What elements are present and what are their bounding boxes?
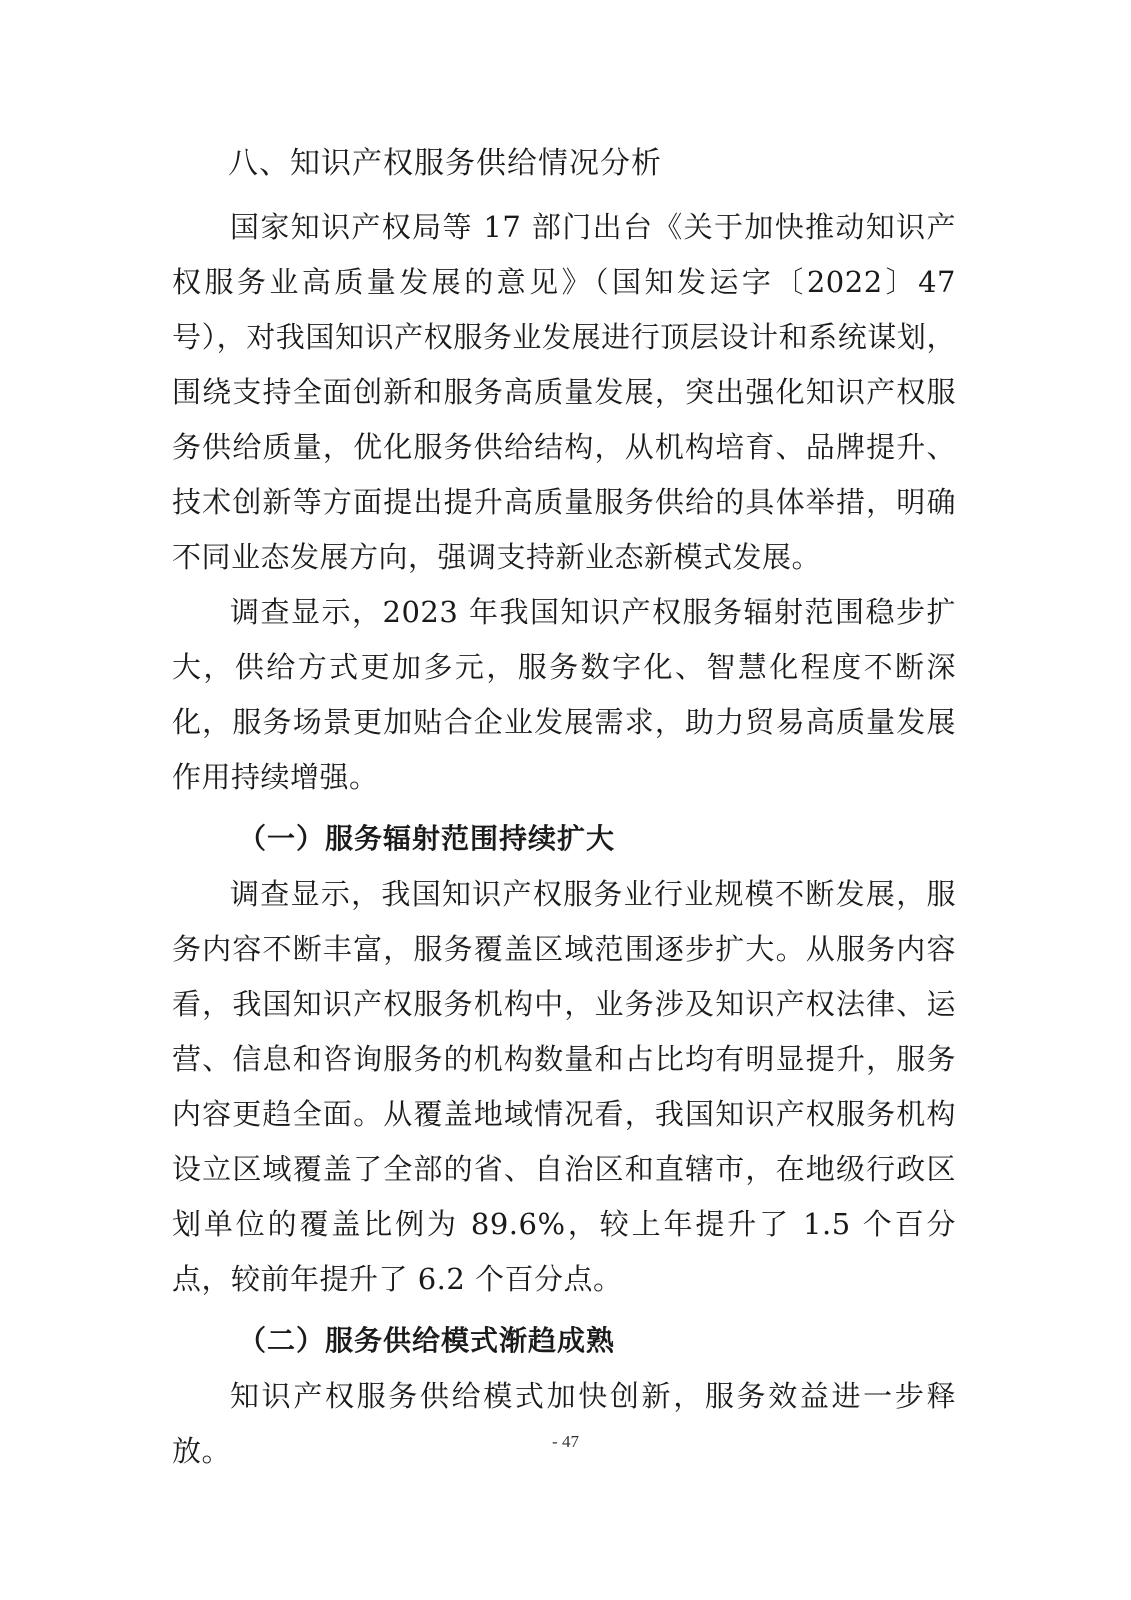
page-content <box>172 136 956 1479</box>
subsection-2-title: （二）服务供给模式渐趋成熟 <box>238 1324 616 1357</box>
subsection-1-paragraph: 调查显示，我国知识产权服务业行业规模不断发展，服务内容不断丰富，服务覆盖区域范围逐步扩大。从服务内容看，我国知识产权服务机构中，业务涉及知识产权法律、运营、信息和咨询服务的机构数量和占比均有明显提升，服务内容更趋全面。从覆盖地域情况看，我国知识产权服务机构设立区域覆盖了全部的省、自治区和直辖市，在地级行政区划单位的覆盖比例为 89.6%，较上年提升了 1.5 个百分点，较前年提升了 6.2 个百分点。 <box>172 877 956 1296</box>
subsection-1-title: （一）服务辐射范围持续扩大 <box>238 822 616 855</box>
intro-paragraph: 国家知识产权局等 17 部门出台《关于加快推动知识产权服务业高质量发展的意见》（国知发运字〔2022〕47 号），对我国知识产权服务业发展进行顶层设计和系统谋划，围绕支持全面创新和服务高质量发展，突出强化知识产权服务供给质量，优化服务供给结构，从机构培育、品牌提升、技术创新等方面提出提升高质量服务供给的具体举措，明确不同业态发展方向，强调支持新业态新模式发展。 <box>172 210 956 574</box>
subsection-2-paragraph: 知识产权服务供给模式加快创新，服务效益进一步释放。 <box>172 1379 956 1468</box>
survey-paragraph: 调查显示，2023 年我国知识产权服务辐射范围稳步扩大，供给方式更加多元，服务数字化、智慧化程度不断深化，服务场景更加贴合企业发展需求，助力贸易高质量发展作用持续增强。 <box>172 595 956 794</box>
section-heading: 八、知识产权服务供给情况分析 <box>228 146 662 181</box>
page-number: - 47 <box>552 1432 579 1451</box>
